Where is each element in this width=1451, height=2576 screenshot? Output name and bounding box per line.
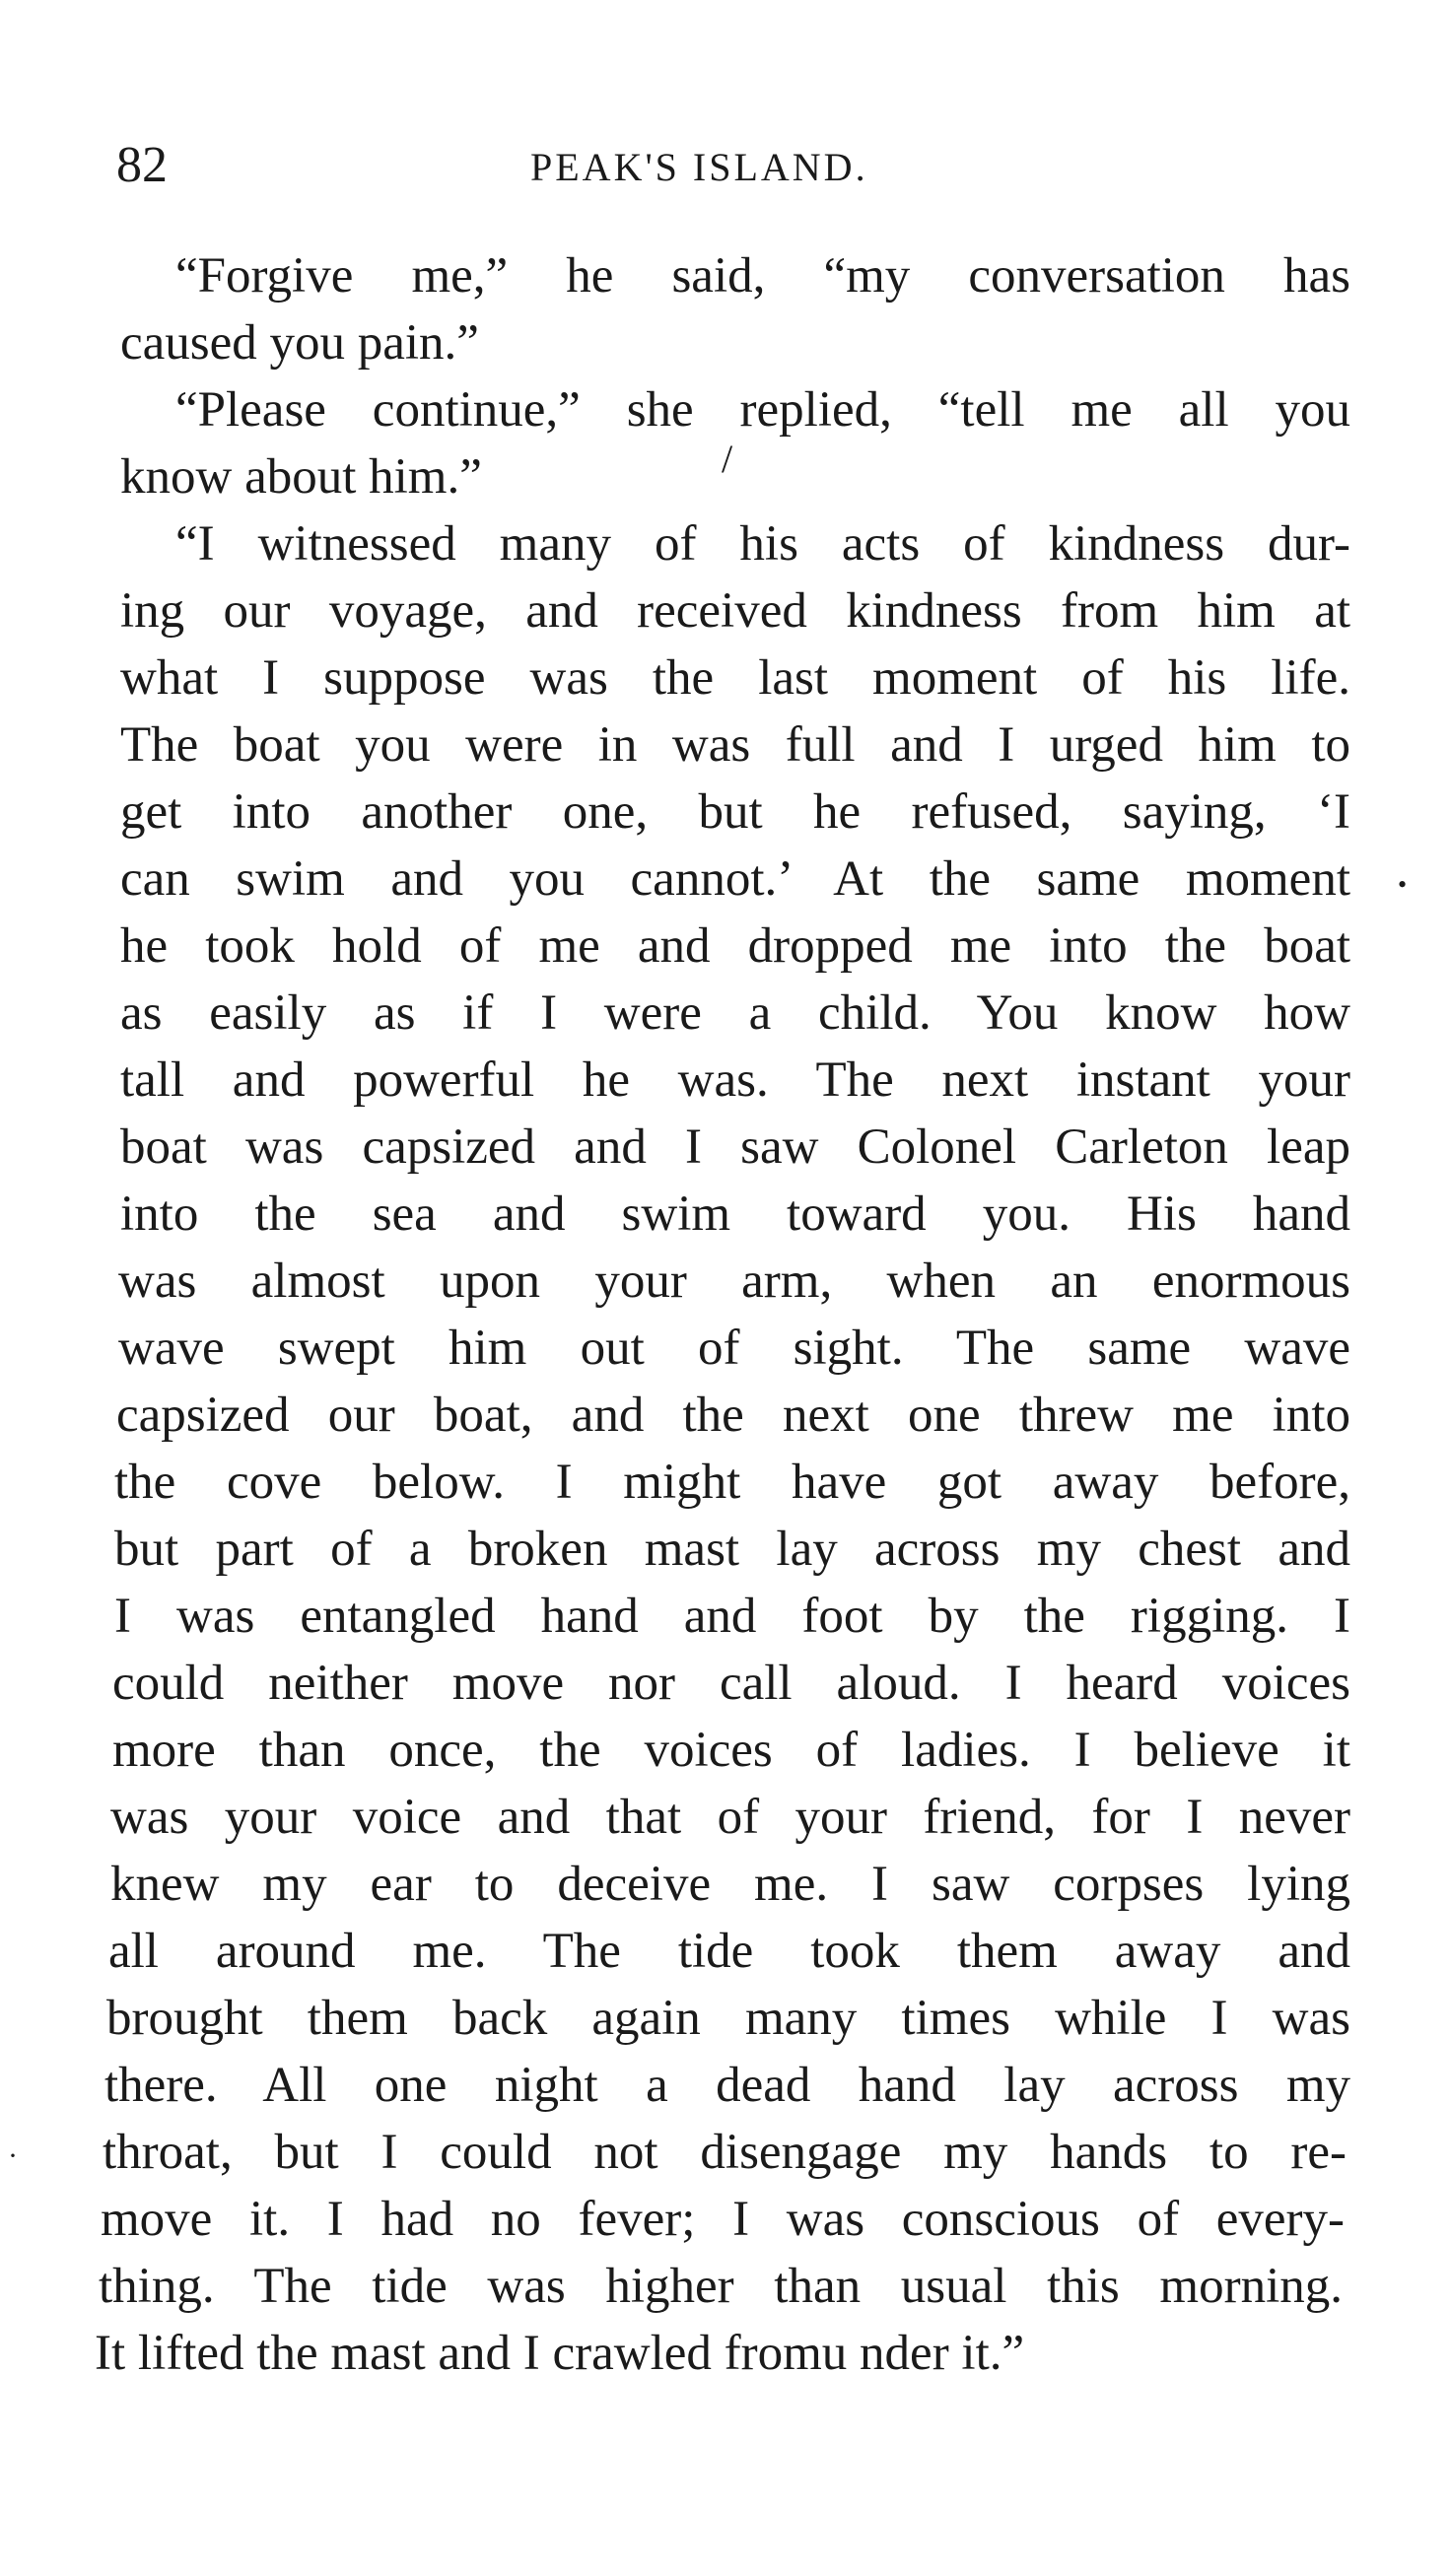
text-line: ing our voyage, and received kindness from him at (120, 583, 1350, 639)
stray-dot-mark: · (8, 2139, 18, 2172)
text-line: can swim and you cannot.’ At the same moment (120, 851, 1350, 907)
text-line: move it. I had no fever; I was conscious of every- (101, 2192, 1345, 2247)
text-line: know about him.” (120, 449, 482, 505)
text-line: what I suppose was the last moment of his life. (120, 650, 1350, 706)
text-line: The boat you were in was full and I urged him to (120, 717, 1350, 773)
text-line: the cove below. I might have got away before, (114, 1455, 1350, 1510)
text-line: thing. The tide was higher than usual this morning. (99, 2259, 1343, 2314)
text-line: I was entangled hand and foot by the rigging. I (114, 1589, 1350, 1644)
text-line: boat was capsized and I saw Colonel Carleton leap (120, 1119, 1350, 1175)
text-line: but part of a broken mast lay across my chest and (114, 1522, 1350, 1577)
text-line: throat, but I could not disengage my hands to re- (103, 2125, 1347, 2180)
text-line: could neither move nor call aloud. I heard voices (112, 1656, 1350, 1711)
text-line: “Please continue,” she replied, “tell me all you (175, 382, 1350, 438)
text-line: as easily as if I were a child. You know how (120, 985, 1350, 1041)
text-line: more than once, the voices of ladies. I believe it (112, 1723, 1350, 1778)
page-number: 82 (116, 137, 168, 193)
text-line: brought them back again many times while I was (106, 1991, 1350, 2046)
stray-slash-mark: / (722, 437, 733, 481)
text-line: capsized our boat, and the next one threw me into (116, 1388, 1350, 1443)
text-line: was almost upon your arm, when an enormous (118, 1254, 1350, 1309)
text-line: into the sea and swim toward you. His hand (120, 1186, 1350, 1242)
text-line: get into another one, but he refused, saying, ‘I (120, 784, 1350, 840)
text-line: he took hold of me and dropped me into the boat (120, 918, 1350, 974)
text-line: tall and powerful he was. The next instant your (120, 1052, 1350, 1108)
running-title: PEAK'S ISLAND. (530, 145, 868, 189)
text-line: knew my ear to deceive me. I saw corpses lying (110, 1857, 1350, 1912)
stray-dot-mark: • (1398, 870, 1408, 899)
text-line: all around me. The tide took them away and (108, 1924, 1350, 1979)
text-line: caused you pain.” (120, 315, 479, 371)
text-line: “Forgive me,” he said, “my conversation has (175, 248, 1350, 304)
text-line: was your voice and that of your friend, for I never (110, 1790, 1350, 1845)
text-line: “I witnessed many of his acts of kindness dur- (175, 516, 1350, 572)
text-line: It lifted the mast and I crawled fromu nder it.” (95, 2326, 1025, 2381)
text-line: there. All one night a dead hand lay across my (104, 2058, 1350, 2113)
text-line: wave swept him out of sight. The same wave (118, 1321, 1350, 1376)
